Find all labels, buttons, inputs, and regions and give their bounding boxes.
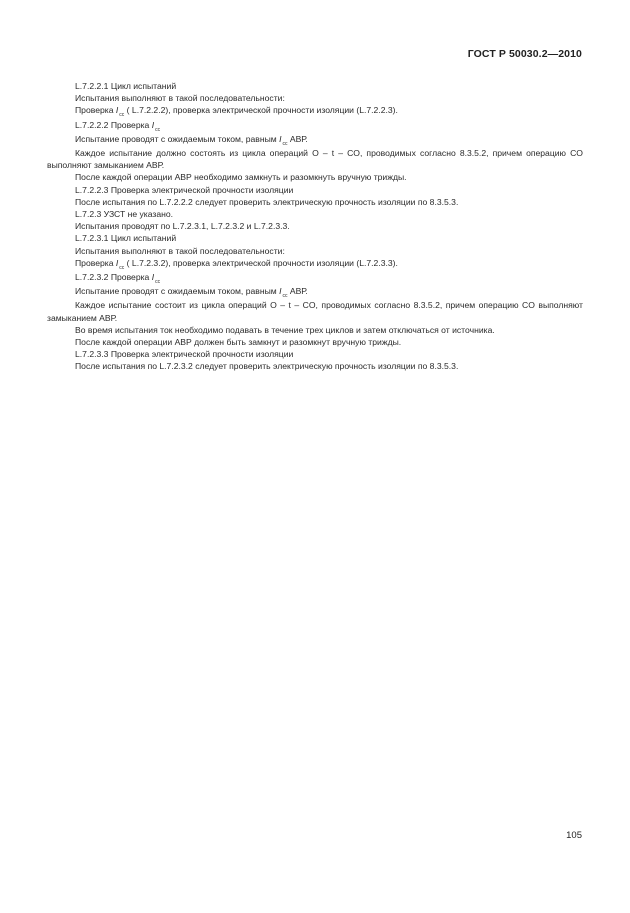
text-line: L.7.2.2.1 Цикл испытаний — [75, 81, 177, 91]
text-line: После испытания по L.7.2.2.2 следует проверить электрическую прочность изоляции по 8.3.5.3. — [75, 196, 459, 207]
text-line: Проверка $I_{cc}$ ( L.7.2.3.2), проверка электрической прочности изоляции (L.7.2.3.3). — [75, 257, 398, 271]
text-paragraph: Каждое испытание должно состоять из цикла операций O – t – CO, проводимых согласно 8.3.5.2, причем операцию CO выполняют замыканием АВР. — [47, 148, 583, 171]
text-line: L.7.2.3.3 Проверка электрической прочности изоляции — [75, 349, 294, 360]
text-line: Испытание проводят с ожидаемым током, равным $I_{cc}$ АВР. — [75, 133, 308, 147]
text-line: L.7.2.3.2 Проверка $I_{cc}$ — [75, 272, 161, 286]
text-line: Во время испытания ток необходимо подавать в течение трех циклов и затем отключаться от источника. — [75, 324, 495, 335]
text-line: L.7.2.2.2 Проверка $I_{cc}$ — [75, 119, 161, 133]
current-symbol: $I_{cc}$ — [279, 286, 288, 300]
text-line: L.7.2.2.3 Проверка электрической прочности изоляции — [75, 184, 294, 195]
current-symbol: $I_{cc}$ — [151, 119, 161, 133]
text-line: После каждой операции АВР должен быть замкнут и разомкнут вручную трижды. — [75, 337, 402, 348]
text-line: L.7.2.3.1 Цикл испытаний — [75, 233, 177, 244]
document-body — [47, 80, 583, 373]
text-line: Испытания выполняют в такой последовательности: — [75, 93, 285, 104]
current-symbol: $I_{cc}$ — [279, 133, 288, 147]
text-line: После испытания по L.7.2.3.2 следует проверить электрическую прочность изоляции по 8.3.5.3. — [75, 361, 459, 372]
text-line: После каждой операции АВР необходимо замкнуть и разомкнуть вручную трижды. — [75, 172, 407, 183]
text-line: Проверка $I_{cc}$ ( L.7.2.2.2), проверка электрической прочности изоляции (L.7.2.2.3). — [75, 105, 398, 119]
document-header: ГОСТ Р 50030.2—2010 — [467, 48, 582, 60]
page-number: 105 — [566, 830, 582, 841]
current-symbol: $I_{cc}$ — [151, 272, 161, 286]
text-line: Испытание проводят с ожидаемым током, равным $I_{cc}$ АВР. — [75, 286, 308, 300]
text-line: Испытания выполняют в такой последовательности: — [75, 245, 285, 256]
current-symbol: $I_{cc}$ — [115, 105, 125, 119]
text-paragraph: Каждое испытание состоит из цикла операций O – t – CO, проводимых согласно 8.3.5.2, причем операцию CO выполняют замыканием АВР. — [47, 300, 583, 323]
current-symbol: $I_{cc}$ — [115, 257, 125, 271]
text-line: L.7.2.3 УЗСТ не указано. — [75, 209, 174, 220]
text-line: Испытания проводят по L.7.2.3.1, L.7.2.3.2 и L.7.2.3.3. — [75, 221, 290, 232]
